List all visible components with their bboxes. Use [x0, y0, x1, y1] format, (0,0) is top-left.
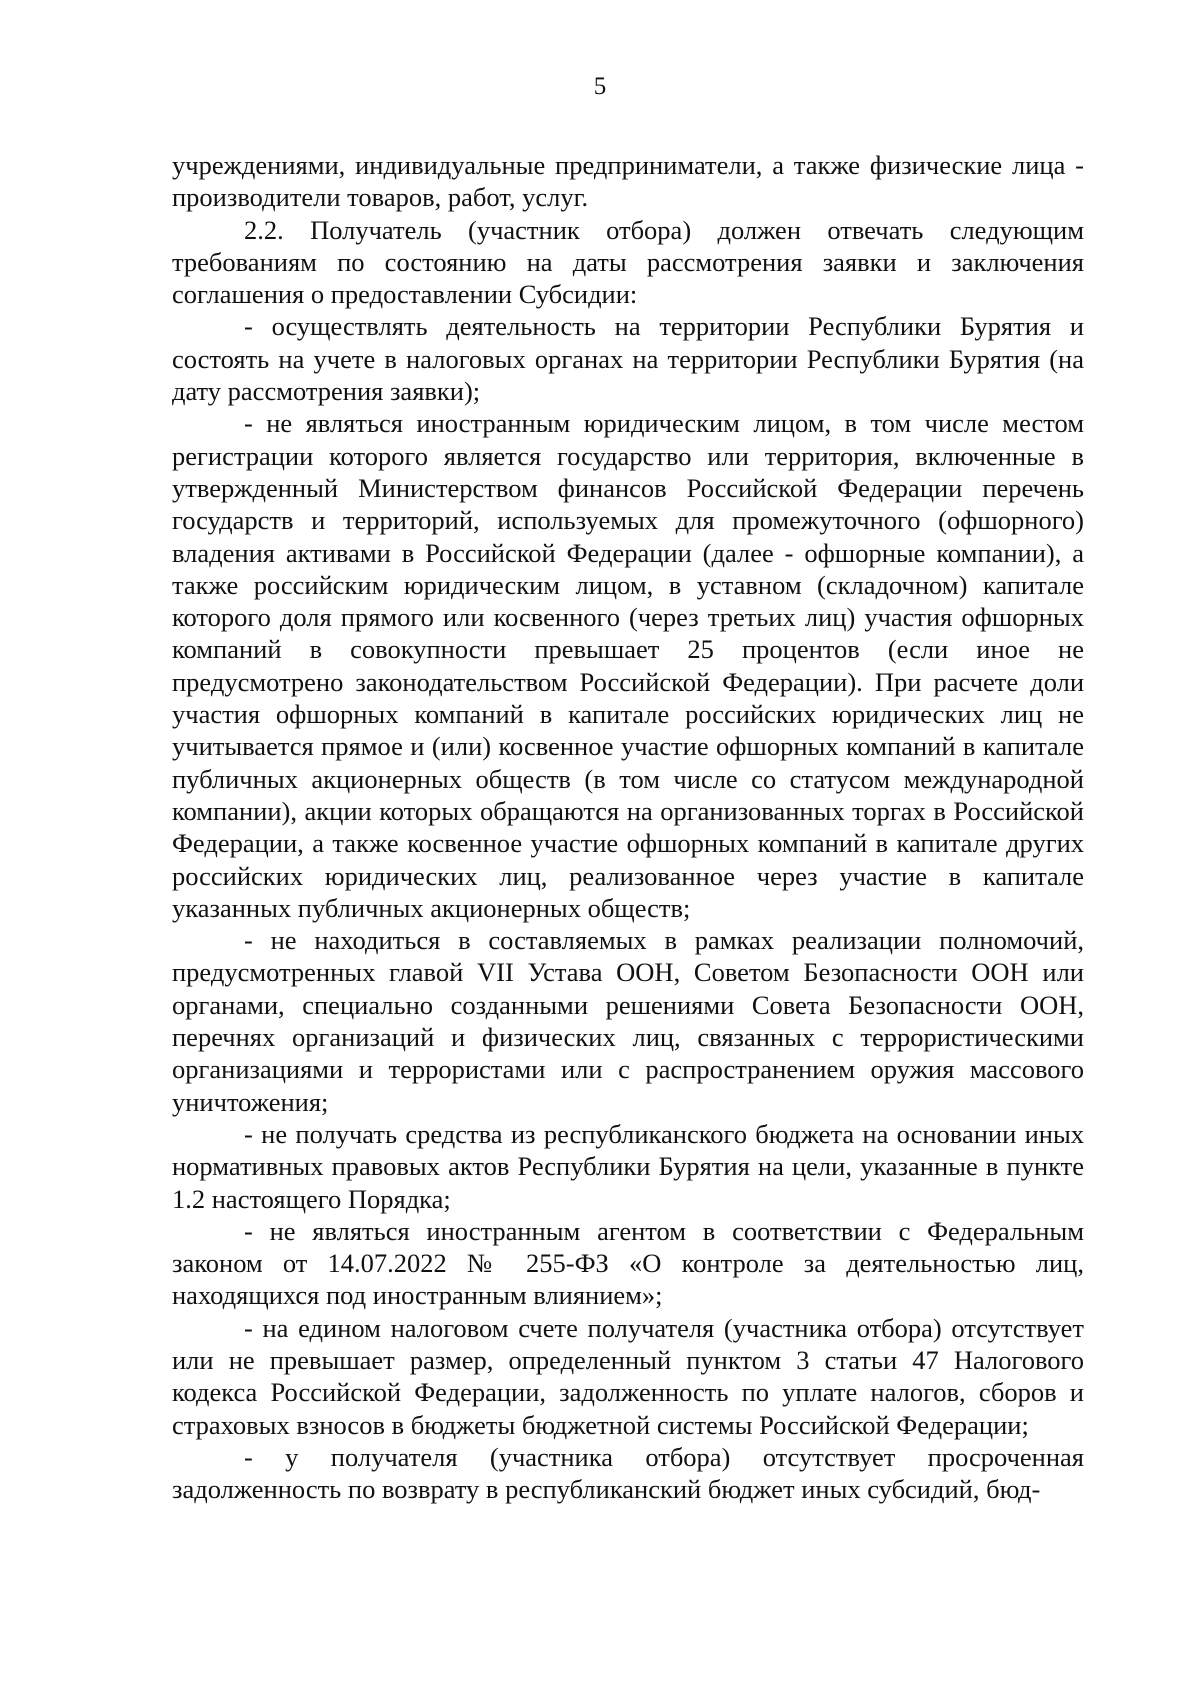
page-number: 5	[593, 73, 607, 100]
paragraph-continuation: учреждениями, индивидуальные предприниматели, а также физические лица - производители товаров, работ, услуг.	[172, 150, 1084, 213]
document-body	[172, 149, 1084, 1505]
list-item-offshore: - не являться иностранным юридическим лицом, в том числе местом регистрации которого является государство или территория, включенные в утвержденный Министерством финансов Российской Федерации перечень государств и территорий, используемых для промежуточного (офшорного) владения активами в Российской Федерации (далее - офшорные компании), а также российским юридическим лицом, в уставном (складочном) капитале которого доля прямого или косвенного (через третьих лиц) участия офшорных компаний в совокупности превышает 25 процентов (если иное не предусмотрено законодательством Российской Федерации). При расчете доли участия офшорных компаний в капитале российских юридических лиц не учитывается прямое и (или) косвенное участие офшорных компаний в капитале публичных акционерных обществ (в том числе со статусом международной компании), акции которых обращаются на организованных торгах в Российской Федерации, а также косвенное участие офшорных компаний в капитале других российских юридических лиц, реализованное через участие в капитале указанных публичных акционерных обществ;	[172, 408, 1084, 923]
list-item-tax-debt: - на едином налоговом счете получателя (участника отбора) отсутствует или не превышает размер, определенный пунктом 3 статьи 47 Налогового кодекса Российской Федерации, задолженность по уплате налогов, сборов и страховых взносов в бюджеты бюджетной системы Российской Федерации;	[172, 1312, 1084, 1440]
list-item-foreign-agent: - не являться иностранным агентом в соответствии с Федеральным законом от 14.07.2022 № 255-ФЗ «О контроле за деятельностью лиц, находящихся под иностранным влиянием»;	[172, 1215, 1084, 1311]
list-item-other-budget-funds: - не получать средства из республиканского бюджета на основании иных нормативных правовых актов Республики Бурятия на цели, указанные в пункте 1.2 настоящего Порядка;	[172, 1118, 1084, 1214]
list-item-territory: - осуществлять деятельность на территории Республики Бурятия и состоять на учете в налоговых органах на территории Республики Бурятия (на дату рассмотрения заявки);	[172, 311, 1084, 407]
list-item-un-sanctions: - не находиться в составляемых в рамках реализации полномочий, предусмотренных главой VII Устава ООН, Советом Безопасности ООН или органами, специально созданными решениями Совета Безопасности ООН, перечнях организаций и физических лиц, связанных с террористическими организациями и террористами или с распространением оружия массового уничтожения;	[172, 925, 1084, 1117]
paragraph-2-2-requirements: 2.2. Получатель (участник отбора) должен отвечать следующим требованиям по состоянию на даты рассмотрения заявки и заключения соглашения о предоставлении Субсидии:	[172, 214, 1084, 310]
list-item-overdue-debt: - у получателя (участника отбора) отсутствует просроченная задолженность по возврату в республиканский бюджет иных субсидий, бюд-	[172, 1441, 1084, 1505]
